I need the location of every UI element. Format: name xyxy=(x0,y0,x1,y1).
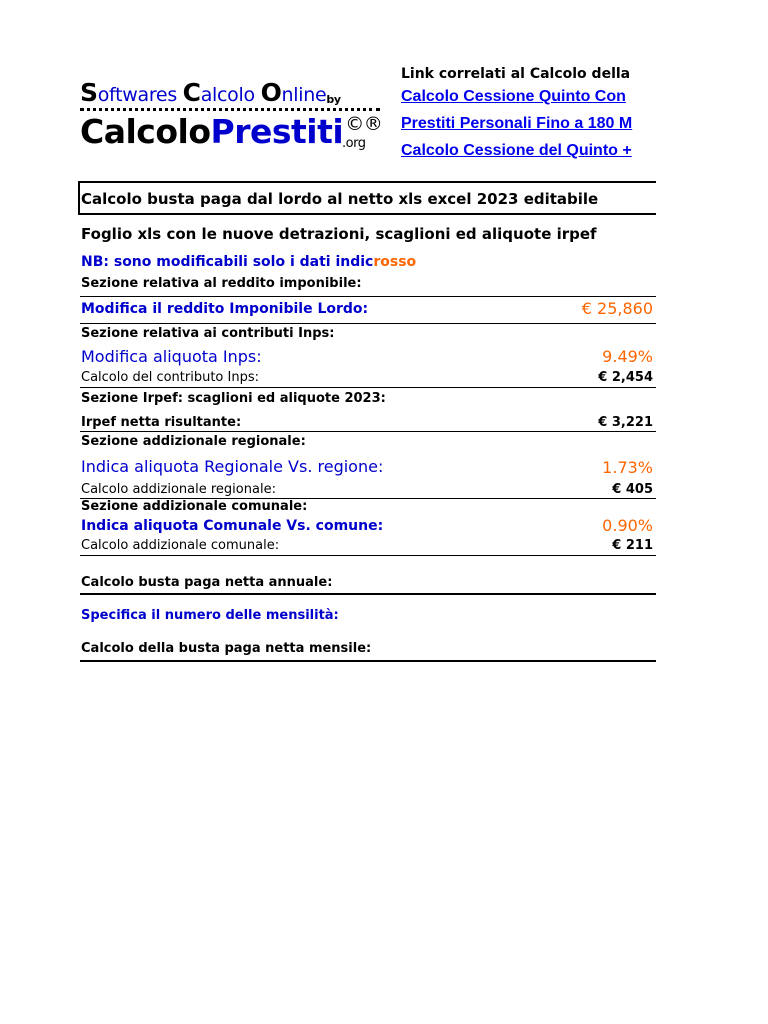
divider xyxy=(80,323,656,324)
nb-note xyxy=(81,254,416,270)
divider xyxy=(80,660,656,662)
comunale-calc-label: Calcolo addizionale comunale: xyxy=(81,538,280,553)
link-cessione-quinto-con[interactable]: Calcolo Cessione Quinto Con xyxy=(401,88,626,105)
netta-annuale-label: Calcolo busta paga netta annuale: xyxy=(81,575,333,590)
regionale-rate-label: Indica aliquota Regionale Vs. regione: xyxy=(81,457,384,476)
comunale-rate-label: Indica aliquota Comunale Vs. comune: xyxy=(81,518,384,534)
logo-word-alcolo: alcolo xyxy=(200,84,261,106)
inps-rate-input[interactable]: 9.49% xyxy=(602,347,653,366)
logo-word-calcolo: Calcolo xyxy=(80,112,211,151)
logo-letter-s: S xyxy=(80,78,98,107)
nb-note-text: NB: sono modificabili solo i dati indic xyxy=(81,254,374,270)
logo-copyright-marks: ©® xyxy=(345,113,383,135)
nb-note-highlight: rosso xyxy=(373,254,417,270)
inps-calc-value: € 2,454 xyxy=(598,370,653,385)
link-prestiti-personali[interactable]: Prestiti Personali Fino a 180 M xyxy=(401,115,633,132)
divider xyxy=(80,555,656,556)
comunale-rate-input[interactable]: 0.90% xyxy=(602,516,653,535)
section-irpef-header-label: Sezione Irpef: scaglioni ed aliquote 2023: xyxy=(81,391,386,406)
inps-rate-label: Modifica aliquota Inps: xyxy=(81,347,262,366)
section-reddito-header-label: Sezione relativa al reddito imponibile: xyxy=(81,276,362,291)
reddito-label: Modifica il reddito Imponibile Lordo: xyxy=(81,301,369,317)
section-comunale-header-label: Sezione addizionale comunale: xyxy=(81,499,308,514)
inps-calc-label: Calcolo del contributo Inps: xyxy=(81,370,259,385)
comunale-calc-value: € 211 xyxy=(612,538,653,553)
divider xyxy=(80,387,656,388)
link-cessione-del-quinto[interactable]: Calcolo Cessione del Quinto + xyxy=(401,142,632,159)
netta-mensile-label: Calcolo della busta paga netta mensile: xyxy=(81,641,372,656)
logo-word-prestiti: Prestiti xyxy=(210,112,344,151)
related-links-heading: Link correlati al Calcolo della xyxy=(401,66,631,82)
irpef-value: € 3,221 xyxy=(598,415,653,430)
reddito-value-input[interactable]: € 25,860 xyxy=(581,299,653,318)
logo-word-by: by xyxy=(326,93,341,106)
section-inps-header-label: Sezione relativa ai contributi Inps: xyxy=(81,326,335,341)
divider xyxy=(80,593,656,595)
divider xyxy=(80,431,656,432)
logo-letter-o: O xyxy=(260,78,282,107)
regionale-calc-value: € 405 xyxy=(612,482,653,497)
irpef-label: Irpef netta risultante: xyxy=(81,415,242,430)
regionale-rate-input[interactable]: 1.73% xyxy=(602,458,653,477)
logo-org-suffix: .org xyxy=(342,136,366,151)
sheet-subtitle: Foglio xls con le nuove detrazioni, scaglioni ed aliquote irpef xyxy=(81,225,597,243)
regionale-calc-label: Calcolo addizionale regionale: xyxy=(81,482,276,497)
logo-word-oftwares: oftwares xyxy=(97,84,183,106)
logo-letter-c: C xyxy=(182,78,201,107)
mensilita-label: Specifica il numero delle mensilità: xyxy=(81,608,339,623)
section-regionale-header-label: Sezione addizionale regionale: xyxy=(81,434,306,449)
divider xyxy=(80,296,656,297)
sheet-title: Calcolo busta paga dal lordo al netto xls excel 2023 editabile xyxy=(81,190,599,208)
logo-word-nline: nline xyxy=(281,84,327,106)
